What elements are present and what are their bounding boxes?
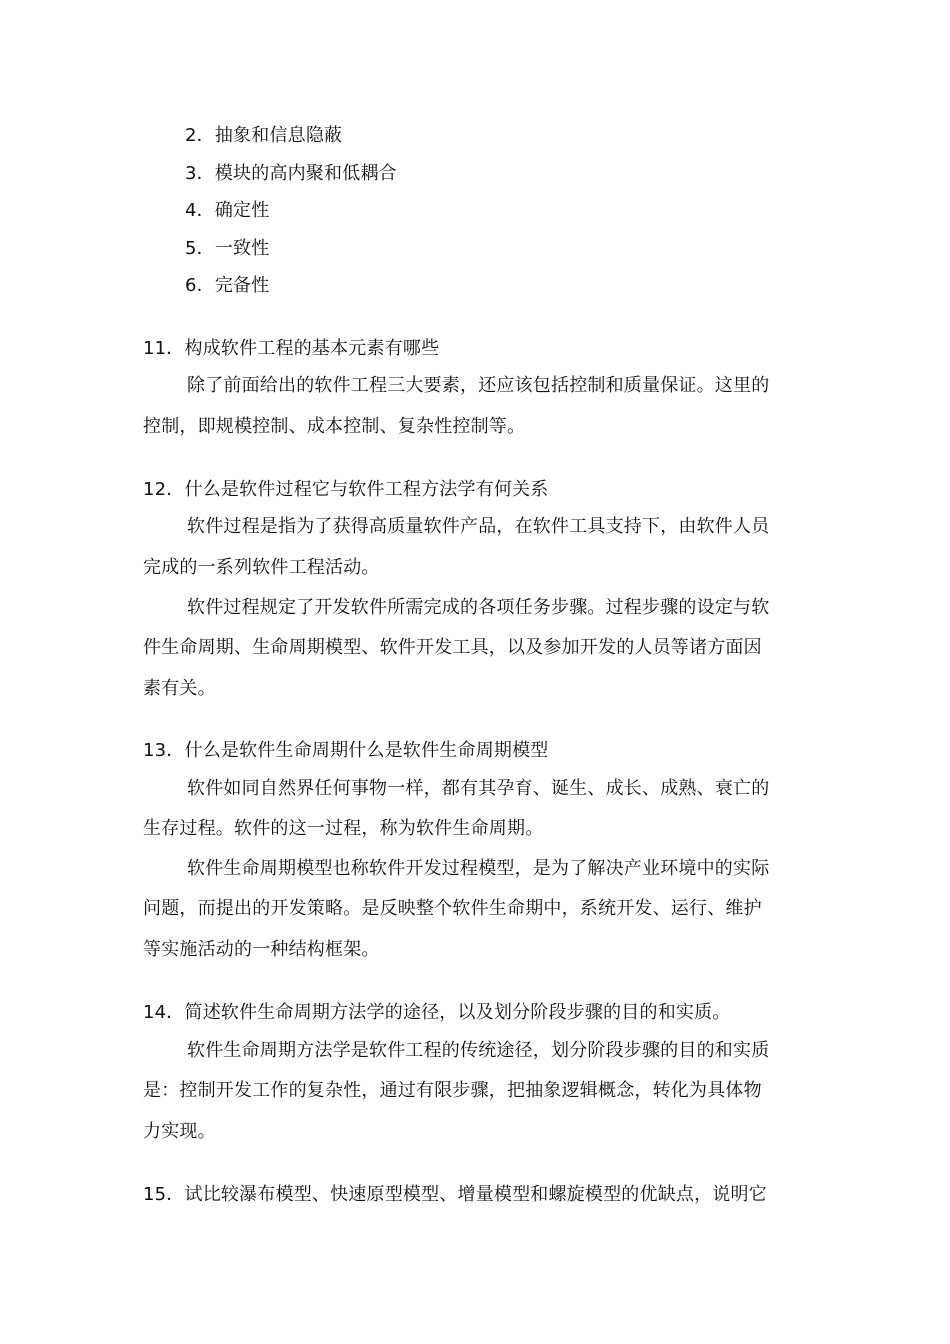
answer-paragraph-line: 完成的一系列软件工程活动。 xyxy=(143,557,380,578)
answer-paragraph-line: 力实现。 xyxy=(143,1121,216,1142)
answer-paragraph-line: 生存过程。软件的这一过程，称为软件生命周期。 xyxy=(143,818,544,839)
list-item: 5．一致性 xyxy=(185,238,270,259)
question-heading: 14．简述软件生命周期方法学的途径，以及划分阶段步骤的目的和实质。 xyxy=(143,1002,731,1023)
question-heading: 11．构成软件工程的基本元素有哪些 xyxy=(143,338,440,359)
answer-paragraph-line: 等实施活动的一种结构框架。 xyxy=(143,939,380,960)
answer-paragraph-line: 是：控制开发工作的复杂性，通过有限步骤，把抽象逻辑概念，转化为具体物 xyxy=(143,1080,762,1101)
list-item: 4．确定性 xyxy=(185,200,270,221)
question-heading: 12．什么是软件过程它与软件工程方法学有何关系 xyxy=(143,479,549,500)
answer-paragraph-line: 件生命周期、生命周期模型、软件开发工具，以及参加开发的人员等诸方面因 xyxy=(143,637,762,658)
answer-paragraph-line: 软件过程规定了开发软件所需完成的各项任务步骤。过程步骤的设定与软 xyxy=(187,597,770,618)
answer-paragraph-line: 软件生命周期模型也称软件开发过程模型，是为了解决产业环境中的实际 xyxy=(187,858,770,879)
answer-paragraph-line: 软件生命周期方法学是软件工程的传统途径，划分阶段步骤的目的和实质 xyxy=(187,1040,770,1061)
answer-paragraph-line: 软件如同自然界任何事物一样，都有其孕育、诞生、成长、成熟、衰亡的 xyxy=(187,778,770,799)
answer-paragraph-line: 软件过程是指为了获得高质量软件产品，在软件工具支持下，由软件人员 xyxy=(187,516,770,537)
answer-paragraph-line: 问题，而提出的开发策略。是反映整个软件生命期中，系统开发、运行、维护 xyxy=(143,898,762,919)
list-item: 6．完备性 xyxy=(185,275,270,296)
answer-paragraph-line: 控制，即规模控制、成本控制、复杂性控制等。 xyxy=(143,416,526,437)
list-item: 2．抽象和信息隐蔽 xyxy=(185,125,343,146)
question-heading: 15．试比较瀑布模型、快速原型模型、增量模型和螺旋模型的优缺点，说明它 xyxy=(143,1184,767,1205)
answer-paragraph-line: 除了前面给出的软件工程三大要素，还应该包括控制和质量保证。这里的 xyxy=(187,375,770,396)
question-heading: 13．什么是软件生命周期什么是软件生命周期模型 xyxy=(143,740,549,761)
answer-paragraph-line: 素有关。 xyxy=(143,678,216,699)
list-item: 3．模块的高内聚和低耦合 xyxy=(185,163,397,184)
